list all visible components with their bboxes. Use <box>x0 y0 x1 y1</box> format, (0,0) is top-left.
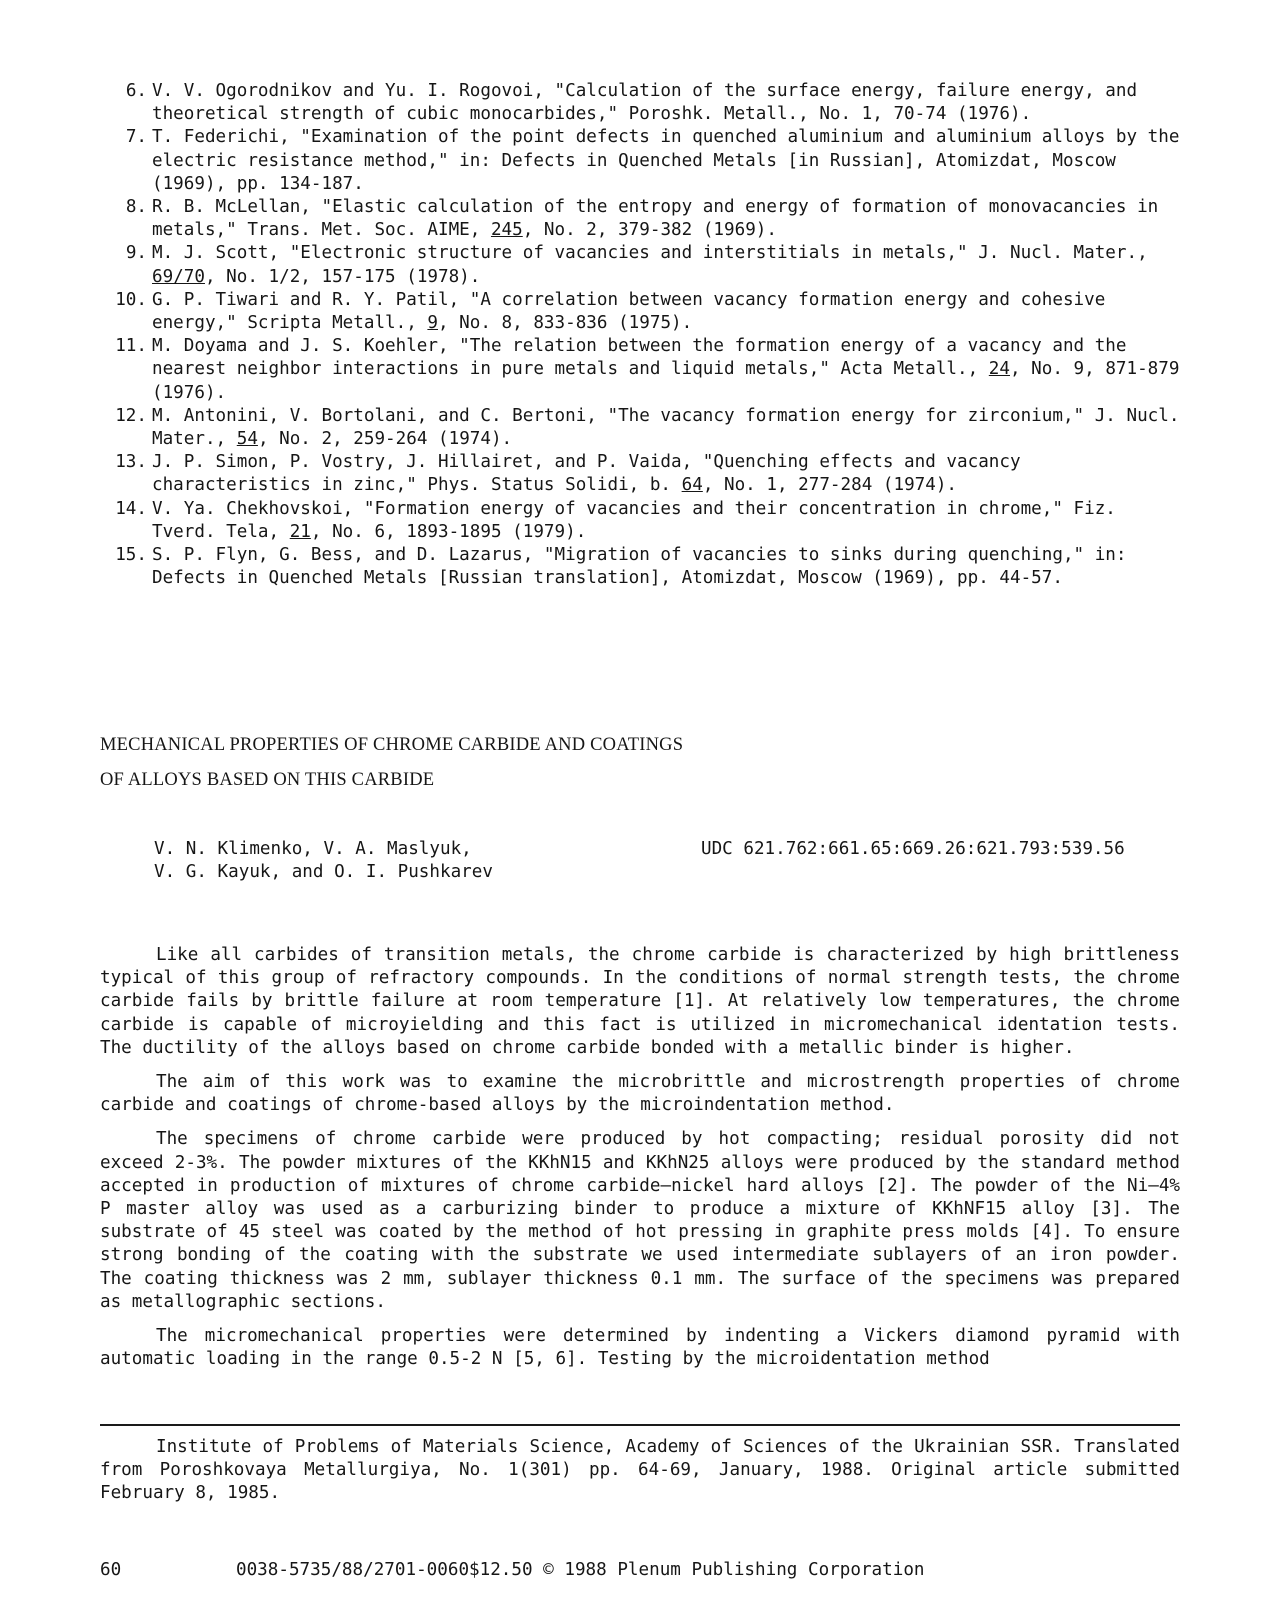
reference-number: 13. <box>115 452 147 473</box>
reference-text: J. P. Simon, P. Vostry, J. Hillairet, and P. Vaida, "Quenching effects and vacancy characteristics in zinc," Phys. Status Solidi, b. 64, No. 1, 277-284 (1974). <box>152 452 1021 496</box>
reference-text: S. P. Flyn, G. Bess, and D. Lazarus, "Migration of vacancies to sinks during quenching," in: Defects in Quenched Metals [Russian translation], Atomizdat, Moscow (1969), pp. 44-57. <box>152 545 1127 589</box>
reference-number: 14. <box>115 498 147 519</box>
reference-number: 12. <box>115 405 147 426</box>
reference-item <box>100 80 1180 126</box>
volume-number: 69/70 <box>152 266 205 287</box>
reference-text: G. P. Tiwari and R. Y. Patil, "A correlation between vacancy formation energy and cohesive energy," Scripta Metall., 9, No. 8, 833-836 (1975). <box>152 289 1106 334</box>
reference-item <box>100 335 1180 405</box>
body-paragraph: The micromechanical properties were determined by indenting a Vickers diamond pyramid with automatic loading in the range 0.5-2 N [5, 6]. Testing by the microidentation method <box>100 1326 1180 1370</box>
reference-text: R. B. McLellan, "Elastic calculation of the entropy and energy of formation of monovacancies in metals," Trans. Met. Soc. AIME, 245, No. 2, 379-382 (1969). <box>152 197 1159 241</box>
page-number: 60 <box>100 1560 122 1580</box>
authors-line: V. G. Kayuk, and O. I. Pushkarev <box>154 862 493 882</box>
reference-text: T. Federichi, "Examination of the point defects in quenched aluminium and aluminium alloys by the electric resistance method," in: Defects in Quenched Metals [in Russian], Atomizdat, Moscow (1969), pp. 134-187. <box>152 127 1180 194</box>
volume-number: 64 <box>681 475 703 496</box>
reference-number: 6. <box>125 81 147 101</box>
reference-number: 10. <box>115 289 147 310</box>
footnote-divider <box>100 1424 1180 1426</box>
reference-item <box>100 451 1180 497</box>
volume-number: 54 <box>236 429 258 450</box>
footnote <box>100 1436 1180 1506</box>
reference-text: V. Ya. Chekhovskoi, "Formation energy of vacancies and their concentration in chrome," Fiz. Tverd. Tela, 21, No. 6, 1893-1895 (1979). <box>152 498 1116 542</box>
volume-number: 24 <box>988 359 1010 380</box>
body-paragraph: The aim of this work was to examine the microbrittle and microstrength properties of chrome carbide and coatings of chrome-based alloys by the microindentation method. <box>100 1072 1180 1116</box>
reference-number: 9. <box>125 243 147 264</box>
reference-item <box>100 196 1180 242</box>
article-authors <box>154 838 493 884</box>
reference-item <box>100 498 1180 544</box>
udc-code: UDC 621.762:661.65:669.26:621.793:539.56 <box>701 839 1125 859</box>
reference-text: M. Doyama and J. S. Koehler, "The relation between the formation energy of a vacancy and the nearest neighbor interactions in pure metals and liquid metals," Acta Metall., 24, No. 9, 871-879 (1976). <box>152 336 1180 403</box>
reference-item <box>100 289 1180 335</box>
reference-text: V. V. Ogorodnikov and Yu. I. Rogovoi, "Calculation of the surface energy, failure energy, and theoretical strength of cubic monocarbides," Poroshk. Metall., No. 1, 70-74 (1976). <box>152 81 1138 125</box>
article-title-line: MECHANICAL PROPERTIES OF CHROME CARBIDE AND COATINGS <box>100 735 684 755</box>
reference-text: M. J. Scott, "Electronic structure of vacancies and interstitials in metals," J. Nucl. Mater., 69/70, No. 1/2, 157-175 (1978). <box>152 243 1148 287</box>
authors-line: V. N. Klimenko, V. A. Maslyuk, <box>154 839 472 859</box>
reference-item <box>100 405 1180 451</box>
reference-item <box>100 242 1180 288</box>
body-paragraph: The specimens of chrome carbide were produced by hot compacting; residual porosity did not exceed 2-3%. The powder mixtures of the KKhN15 and KKhN25 alloys were produced by the standard method accepted in production of mixtures of chrome carbide—nickel hard alloys [2]. The powder of the Ni—4% P master alloy was used as a carburizing binder to produce a mixture of KKhNF15 alloy [3]. The substrate of 45 steel was coated by the method of hot pressing in graphite press molds [4]. To ensure strong bonding of the coating with the substrate we used intermediate sublayers of an iron powder. The coating thickness was 2 mm, sublayer thickness 0.1 mm. The surface of the specimens was prepared as metallographic sections. <box>100 1129 1180 1312</box>
reference-item <box>100 544 1180 590</box>
volume-number: 9 <box>427 313 438 334</box>
volume-number: 21 <box>289 521 311 542</box>
article-title-line: OF ALLOYS BASED ON THIS CARBIDE <box>100 770 435 790</box>
reference-number: 11. <box>115 336 147 357</box>
publisher-code: 0038-5735/88/2701-0060$12.50 © 1988 Plenum Publishing Corporation <box>236 1560 925 1580</box>
reference-number: 7. <box>125 127 147 148</box>
reference-number: 8. <box>125 197 147 218</box>
reference-text: M. Antonini, V. Bortolani, and C. Bertoni, "The vacancy formation energy for zirconium," J. Nucl. Mater., 54, No. 2, 259-264 (1974). <box>152 405 1180 450</box>
body-paragraph: Like all carbides of transition metals, the chrome carbide is characterized by high brittleness typical of this group of refractory compounds. In the conditions of normal strength tests, the chrome carbide fails by brittle failure at room temperature [1]. At relatively low temperatures, the chrome carbide is capable of microyielding and this fact is utilized in micromechanical identation tests. The ductility of the alloys based on chrome carbide bonded with a metallic binder is higher. <box>100 945 1180 1058</box>
volume-number: 245 <box>490 220 523 241</box>
reference-number: 15. <box>115 545 147 566</box>
article-title <box>100 728 1000 798</box>
article-body <box>100 944 1180 1382</box>
footnote-text: Institute of Problems of Materials Science, Academy of Sciences of the Ukrainian SSR. Translated from Poroshkovaya Metallurgiya, No. 1(301) pp. 64-69, January, 1988. Original article submitted February 8, 1985. <box>100 1437 1180 1504</box>
reference-list <box>100 80 1180 590</box>
reference-item <box>100 126 1180 196</box>
